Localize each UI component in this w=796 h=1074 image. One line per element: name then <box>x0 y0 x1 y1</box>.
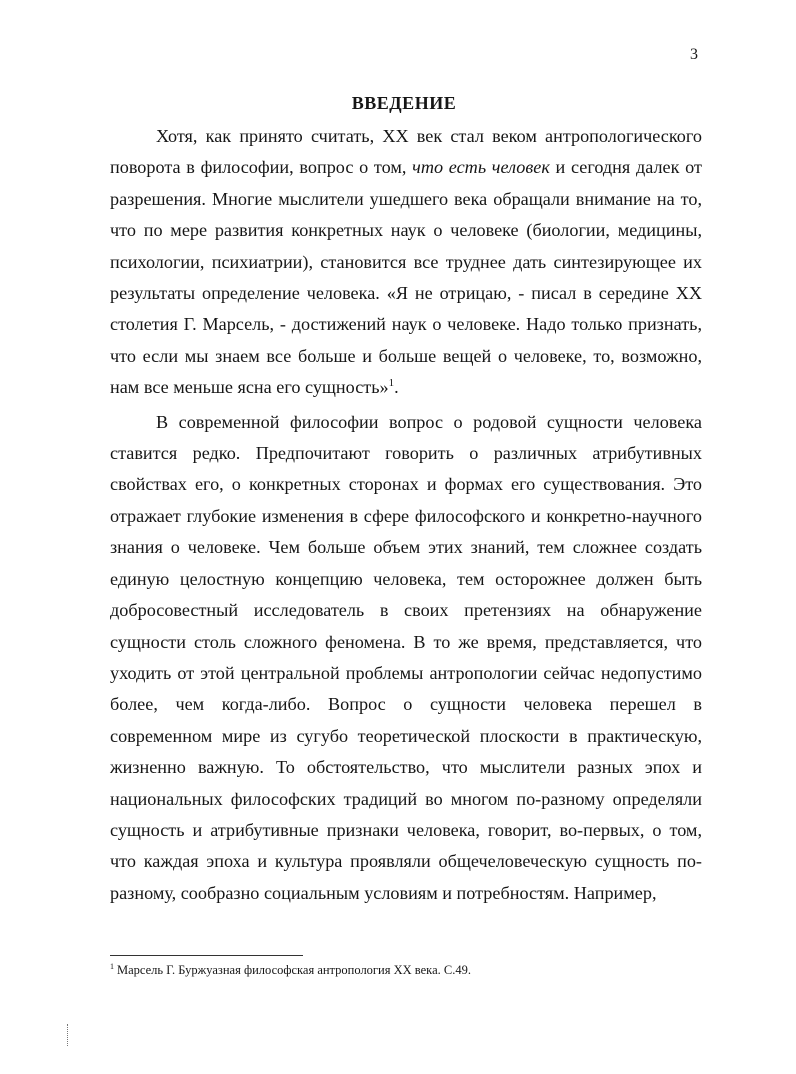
paragraph-1-text-b: и сегодня далек от разрешения. Многие мыслители ушедшего века обращали внимание на то, что по мере развития конкретных наук о человеке (биологии, медицины, психологии, психиатрии), становится все труднее дать синтезирующее их результаты определение человека. «Я не отрицаю, - писал в середине XX столетия Г. Марсель, - достижений наук о человеке. Надо только признать, что если мы знаем все больше и больше вещей о человеке, то, возможно, нам все меньше ясна его сущность» <box>110 157 702 398</box>
paragraph-1-emphasis: что есть человек <box>412 157 550 178</box>
footnote <box>110 962 710 978</box>
footnote-divider <box>110 955 303 956</box>
footnote-text: Марсель Г. Буржуазная философская антропология XX века. С.49. <box>117 963 471 977</box>
paragraph-1 <box>110 121 702 404</box>
footnote-mark: 1 <box>110 961 114 971</box>
scan-margin-marks <box>67 1024 70 1046</box>
body-text <box>110 121 702 909</box>
paragraph-2: В современной философии вопрос о родовой сущности человека ставится редко. Предпочитают говорить о различных атрибутивных свойствах его, о конкретных сторонах и формах его существования. Это отражает глубокие изменения в сфере философского и конкретно-научного знания о человеке. Чем больше объем этих знаний, тем сложнее создать единую целостную концепцию человека, тем осторожнее должен быть добросовестный исследователь в своих претензиях на обнаружение сущности столь сложного феномена. В то же время, представляется, что уходить от этой центральной проблемы антропологии сейчас недопустимо более, чем когда-либо. Вопрос о сущности человека перешел в современном мире из сугубо теоретической плоскости в практическую, жизненно важную. То обстоятельство, что мыслители разных эпох и национальных философских традиций во многом по-разному определяли сущность и атрибутивные признаки человека, говорит, во-первых, о том, что каждая эпоха и культура проявляли общечеловеческую сущность по-разному, сообразно социальным условиям и потребностям. Например, <box>110 411 702 903</box>
paragraph-1-end: . <box>394 377 399 398</box>
page-number: 3 <box>690 46 698 63</box>
section-heading: ВВЕДЕНИЕ <box>351 93 457 113</box>
paragraph-1-text-a: Хотя, как принято считать, XX век стал веком антропологического поворота в философии, вопрос о том, <box>110 126 702 178</box>
footnote-reference[interactable]: 1 <box>388 377 395 390</box>
